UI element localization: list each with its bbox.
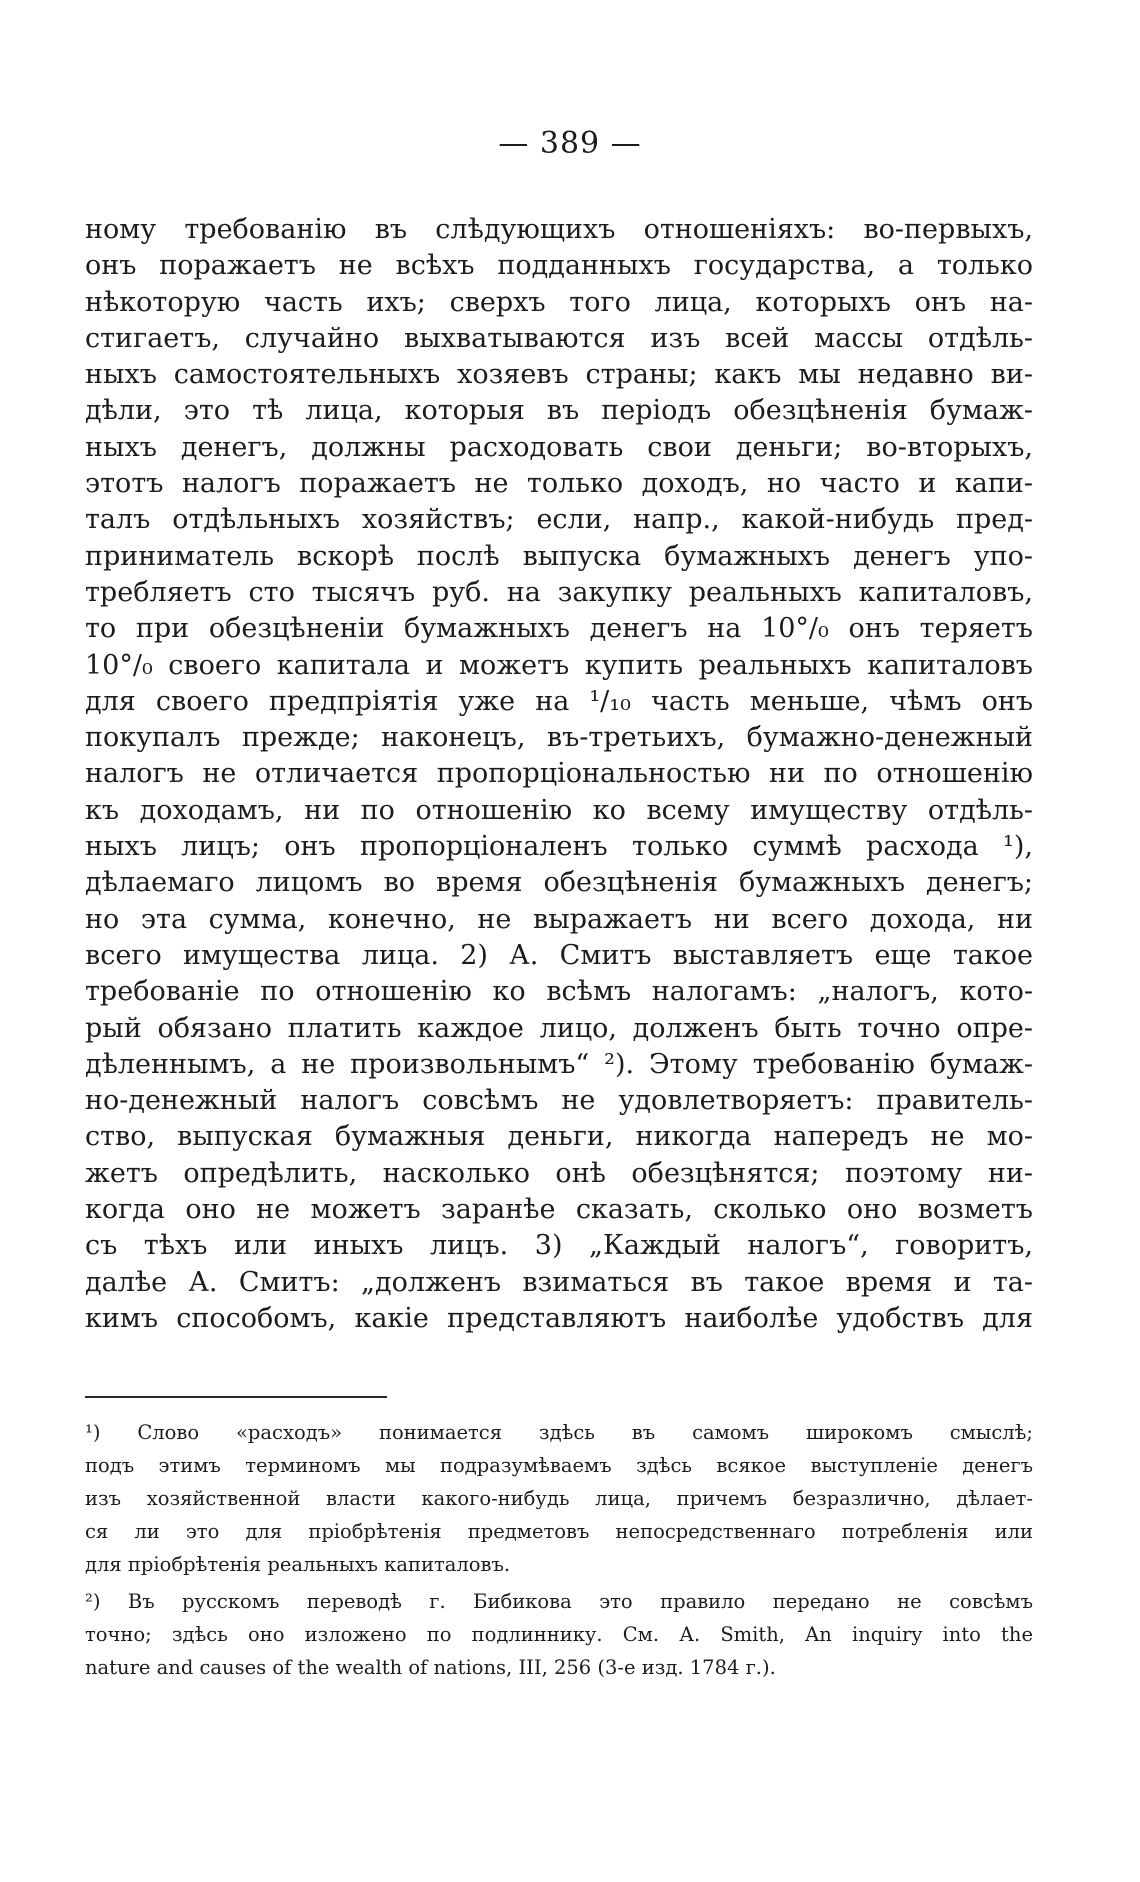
- body-line: ному требованію въ слѣдующихъ отношеніяхъ: во-первыхъ,: [85, 214, 1033, 245]
- body-line: кимъ способомъ, какіе представляютъ наиболѣе удобствъ для: [85, 1302, 1033, 1334]
- page-number: — 389 —: [498, 126, 642, 161]
- body-line: жетъ опредѣлить, насколько онѣ обезцѣнятся; поэтому ни-: [85, 1157, 1033, 1189]
- footnote-2: [85, 1585, 1033, 1684]
- body-line: приниматель вскорѣ послѣ выпуска бумажныхъ денегъ упо-: [85, 540, 1033, 572]
- body-line: требляетъ сто тысячъ руб. на закупку реальныхъ капиталовъ,: [85, 576, 1033, 608]
- body-line: этотъ налогъ поражаетъ не только доходъ, но часто и капи-: [85, 468, 1033, 500]
- body-line: для своего предпріятія уже на ¹/₁₀ часть меньше, чѣмъ онъ: [85, 685, 1033, 717]
- body-line: всего имущества лица. 2) А. Смитъ выставляетъ еще такое: [85, 939, 1033, 971]
- body-line: къ доходамъ, ни по отношенію ко всему имуществу отдѣль-: [85, 794, 1033, 826]
- body-line: но эта сумма, конечно, не выражаетъ ни всего дохода, ни: [85, 903, 1033, 935]
- body-line: далѣе А. Смитъ: „долженъ взиматься въ такое время и та-: [85, 1266, 1033, 1298]
- footnote-line: nature and causes of the wealth of nations, III, 256 (3-е изд. 1784 г.).: [85, 1656, 776, 1679]
- footnote-line: изъ хозяйственной власти какого-нибудь лица, причемъ безразлично, дѣлает-: [85, 1487, 1033, 1510]
- body-line: когда оно не можетъ заранѣе сказать, сколько оно возметъ: [85, 1194, 1033, 1226]
- body-line: дѣли, это тѣ лица, которыя въ періодъ обезцѣненія бумаж-: [85, 395, 1033, 427]
- body-line: съ тѣхъ или иныхъ лицъ. 3) „Каждый налогъ“, говоритъ,: [85, 1230, 1033, 1262]
- body-line: ство, выпуская бумажныя деньги, никогда напередъ не мо-: [85, 1121, 1033, 1153]
- body-line: талъ отдѣльныхъ хозяйствъ; если, напр., какой-нибудь пред-: [85, 504, 1033, 536]
- footnote-line: ся ли это для пріобрѣтенія предметовъ непосредственнаго потребленія или: [85, 1520, 1033, 1543]
- body-line: стигаетъ, случайно выхватываются изъ всей массы отдѣль-: [85, 322, 1033, 354]
- body-line: нѣкоторую часть ихъ; сверхъ того лица, которыхъ онъ на-: [85, 286, 1033, 318]
- body-line: требованіе по отношенію ко всѣмъ налогамъ: „налогъ, кото-: [85, 976, 1033, 1008]
- footnote-line: ¹) Слово «расходъ» понимается здѣсь въ самомъ широкомъ смыслѣ;: [85, 1421, 1033, 1444]
- body-line: то при обезцѣненіи бумажныхъ денегъ на 10°/₀ онъ теряетъ: [85, 613, 1033, 645]
- body-line: 10°/₀ своего капитала и можетъ купить реальныхъ капиталовъ: [85, 649, 1033, 681]
- body-line: онъ поражаетъ не всѣхъ подданныхъ государства, а только: [85, 250, 1033, 282]
- body-line: дѣленнымъ, а не произвольнымъ“ ²). Этому требованію бумаж-: [85, 1048, 1033, 1080]
- body-line: ныхъ самостоятельныхъ хозяевъ страны; какъ мы недавно ви-: [85, 359, 1033, 391]
- body-line: ныхъ лицъ; онъ пропорціоналенъ только суммѣ расхода ¹),: [85, 831, 1033, 863]
- footnote-line: подъ этимъ терминомъ мы подразумѣваемъ здѣсь всякое выступленіе денегъ: [85, 1454, 1033, 1477]
- footnote-1: [85, 1416, 1033, 1581]
- footnotes: [85, 1416, 1033, 1684]
- body-line: налогъ не отличается пропорціональностью ни по отношенію: [85, 758, 1033, 790]
- body-line: рый обязано платить каждое лицо, долженъ быть точно опре-: [85, 1012, 1033, 1044]
- footnote-line: точно; здѣсь оно изложено по подлиннику. См. А. Smith, An inquiry into the: [85, 1623, 1033, 1646]
- body-line: покупалъ прежде; наконецъ, въ-третьихъ, бумажно-денежный: [85, 722, 1033, 754]
- body-text: [85, 212, 1033, 1337]
- body-line: дѣлаемаго лицомъ во время обезцѣненія бумажныхъ денегъ;: [85, 867, 1033, 899]
- body-line: но-денежный налогъ совсѣмъ не удовлетворяетъ: правитель-: [85, 1085, 1033, 1117]
- body-line: ныхъ денегъ, должны расходовать свои деньги; во-вторыхъ,: [85, 431, 1033, 463]
- footnote-divider: [85, 1396, 387, 1398]
- footnote-line: для пріобрѣтенія реальныхъ капиталовъ.: [85, 1553, 511, 1576]
- footnote-line: ²) Въ русскомъ переводѣ г. Бибикова это правило передано не совсѣмъ: [85, 1590, 1033, 1613]
